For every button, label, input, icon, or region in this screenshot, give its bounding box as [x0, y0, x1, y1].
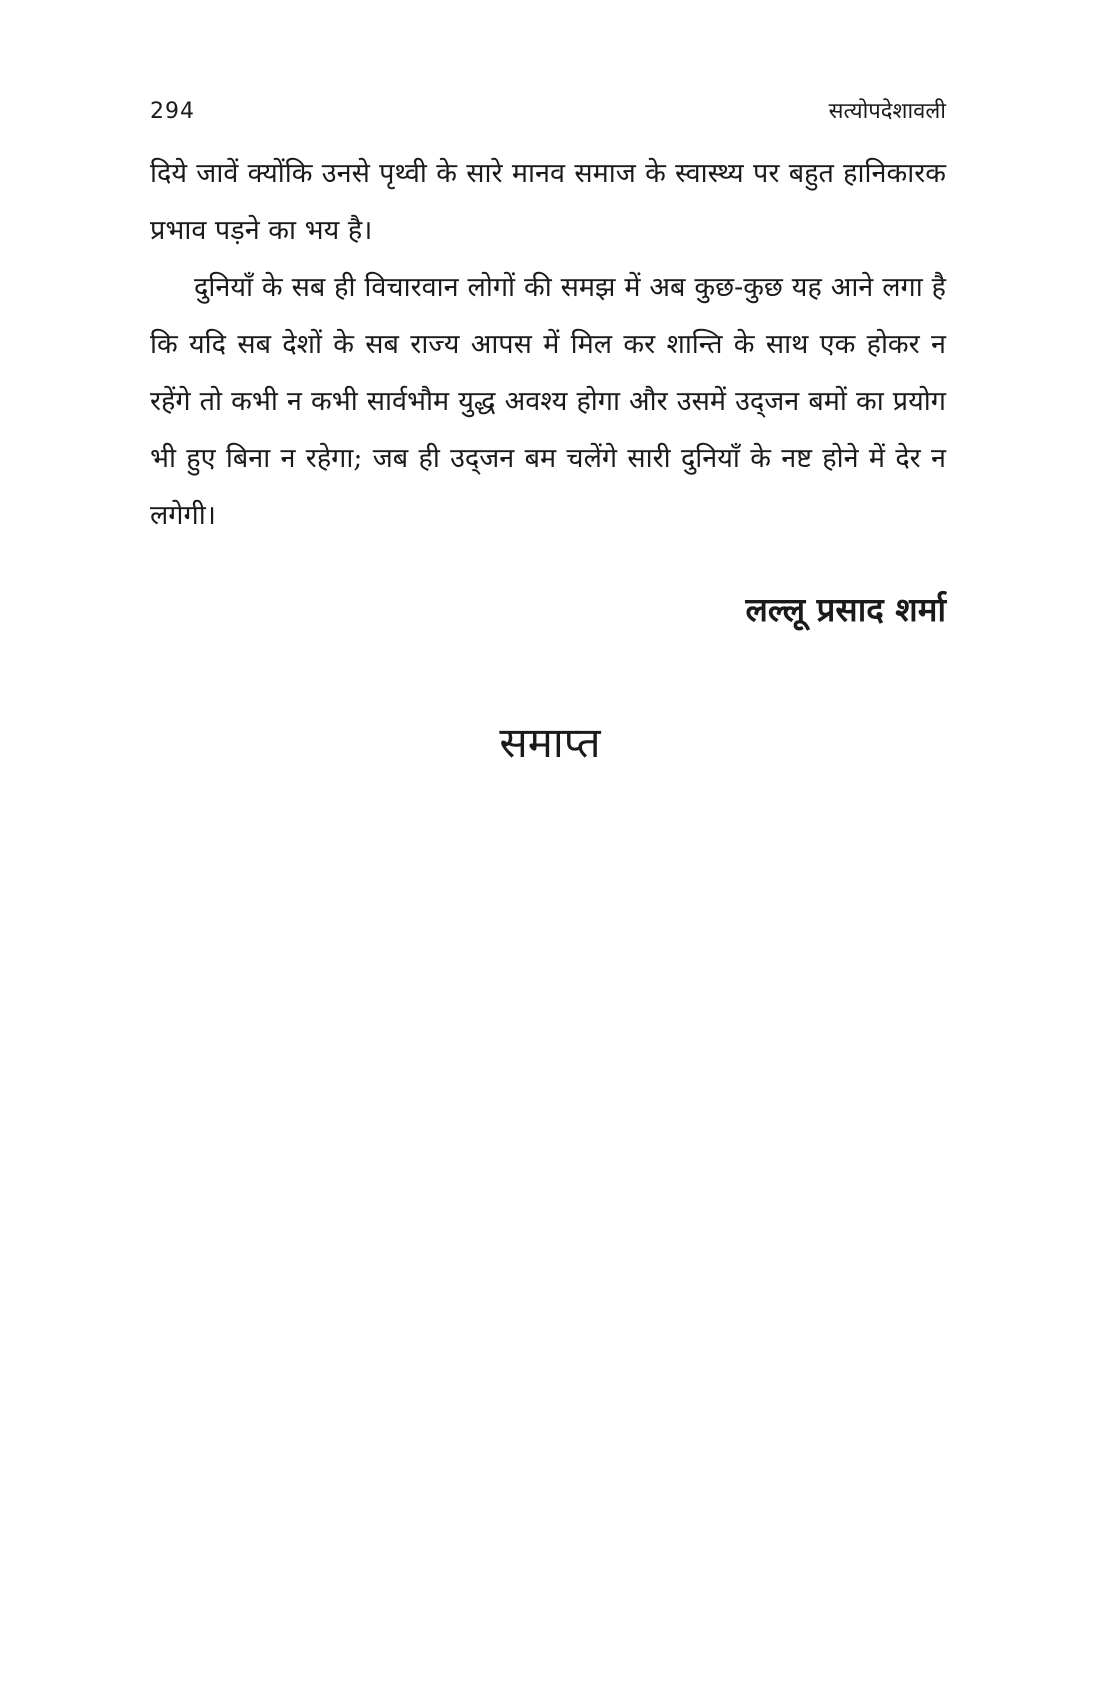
page-number: 294	[150, 99, 195, 124]
author-signature: लल्लू प्रसाद शर्मा	[745, 590, 946, 629]
running-title: सत्योपदेशावली	[828, 99, 946, 124]
end-mark: समाप्त	[499, 718, 601, 767]
page-header	[150, 98, 946, 138]
paragraph: दुनियाँ के सब ही विचारवान लोगों की समझ में अब कुछ-कुछ यह आने लगा है कि यदि सब देशों के सब राज्य आपस में मिल कर शान्ति के साथ एक होकर न रहेंगे तो कभी न कभी सार्वभौम युद्ध अवश्य होगा और उसमें उद्जन बमों का प्रयोग भी हुए बिना न रहेगा; जब ही उद्जन बम चलेंगे सारी दुनियाँ के नष्ट होने में देर न लगेगी।	[150, 272, 946, 531]
body-text	[150, 145, 946, 544]
paragraph-continued: दिये जावें क्योंकि उनसे पृथ्वी के सारे मानव समाज के स्वास्थ्य पर बहुत हानिकारक प्रभाव पड़ने का भय है।	[150, 158, 946, 246]
